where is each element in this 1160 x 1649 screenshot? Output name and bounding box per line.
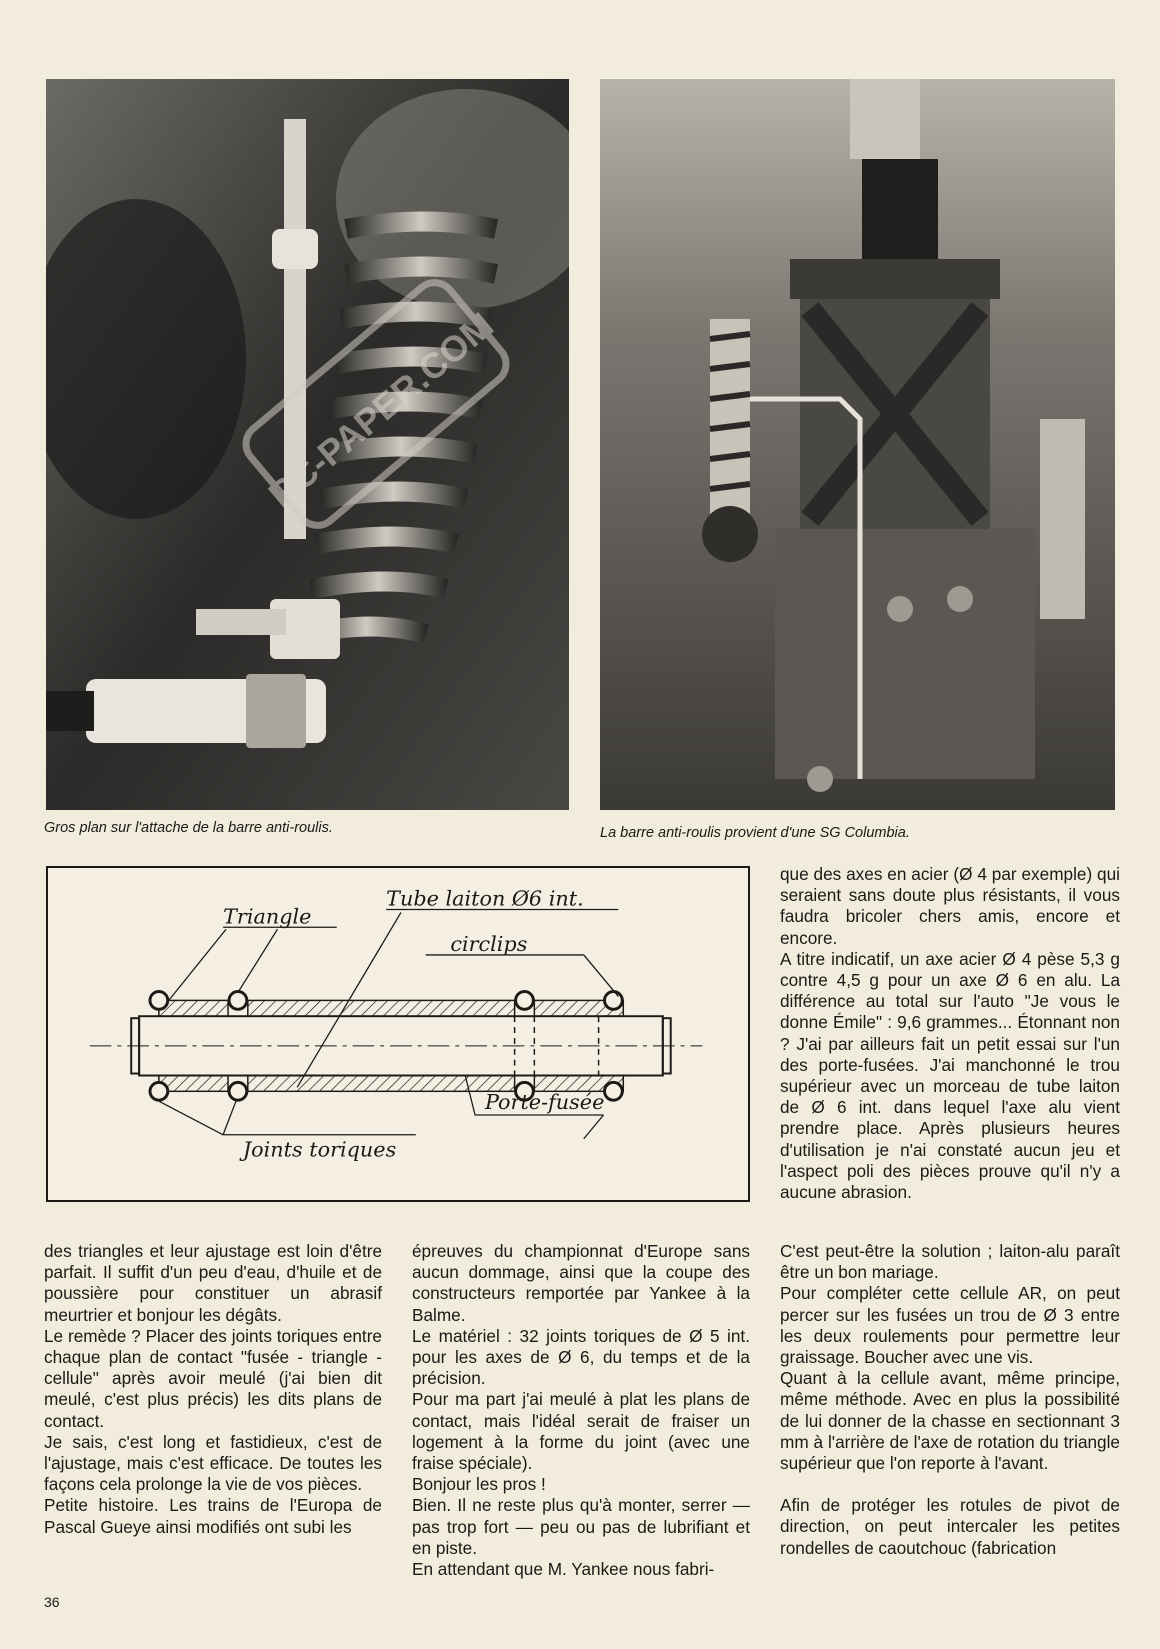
watermark-stamp (206, 229, 546, 579)
paragraph: Je sais, c'est long et fastidieux, c'est de l'ajustage, mais c'est efficace. De toutes les façons cela prolonge la vie de vos pièces. (44, 1431, 382, 1495)
caption-left: Gros plan sur l'attache de la barre anti-roulis. (44, 820, 333, 836)
paragraph: A titre indicatif, un axe acier Ø 4 pèse 5,3 g contre 4,5 g pour un axe Ø 6 en alu. La différence au total sur l'auto "Je vous le donne Émile" : 9,6 grammes... Étonnant non ? J'ai par ailleurs fait un petit essai sur l'un des porte-fusées. J'ai manchonné le trou supérieur avec un morceau de tube laiton de Ø 6 int. dans lequel l'axe alu vient prendre place. Après plusieurs heures d'utilisation je n'ai constaté aucun jeu et l'aspect poli des pièces prouve qu'il n'y a aucune abrasion. (780, 948, 1120, 1203)
paragraph: Petite histoire. Les trains de l'Europa de Pascal Gueye ainsi modifiés ont subi les (44, 1495, 382, 1537)
paragraph: C'est peut-être la solution ; laiton-alu paraît être un bon mariage. (780, 1241, 1120, 1283)
paragraph: Bonjour les pros ! (412, 1474, 546, 1495)
diagram-axle-assembly (46, 866, 750, 1202)
text-column-3 (780, 1241, 1120, 1559)
paragraph: Le matériel : 32 joints toriques de Ø 5 int. pour les axes de Ø 6, du temps et de la précision. (412, 1325, 750, 1389)
paragraph: Pour ma part j'ai meulé à plat les plans de contact, mais l'idéal serait de fraiser un logement à la forme du joint (avec une fraise spéciale). (412, 1389, 750, 1474)
paragraph: En attendant que M. Yankee nous fabri- (412, 1559, 715, 1580)
text-column-2 (412, 1241, 750, 1580)
paragraph: Pour compléter cette cellule AR, on peut percer sur les fusées un trou de Ø 3 entre les deux roulements pour permettre leur graissage. Boucher avec une vis. (780, 1283, 1120, 1368)
paragraph: épreuves du championnat d'Europe sans aucun dommage, ainsi que la coupe des constructeurs remportée par Yankee à la Balme. (412, 1241, 750, 1325)
label-porte-fusee: Porte-fusée (484, 1090, 605, 1115)
caption-right: La barre anti-roulis provient d'une SG Columbia. (600, 825, 910, 841)
page-number: 36 (44, 1594, 60, 1610)
photo-antiroll-bar-closeup (46, 79, 569, 810)
text-column-right-upper (780, 864, 1120, 1203)
label-triangle: Triangle (223, 904, 312, 929)
label-joints-toriques: Joints toriques (242, 1137, 397, 1162)
paragraph: Quant à la cellule avant, même principe, même méthode. Avec en plus la possibilité de lui donner de la chasse en sectionnant 3 mm à l'arrière de l'axe de rotation du triangle supérieur que l'on reporte à l'avant. (780, 1368, 1120, 1474)
paragraph: des triangles et leur ajustage est loin d'être parfait. Il suffit d'un peu d'eau, d'huile et de poussière pour constituer un abrasif meurtrier et bonjour les dégâts. (44, 1241, 382, 1325)
photo-sg-columbia-bar (600, 79, 1115, 810)
label-circlips: circlips (450, 932, 528, 956)
paragraph: Le remède ? Placer des joints toriques entre chaque plan de contact "fusée - triangle - cellule" après avoir meulé (j'ai bien dit meulé, c'est plus précis) les dits plans de contact. (44, 1325, 382, 1431)
paragraph: Bien. Il ne reste plus qu'à monter, serrer — pas trop fort — peu ou pas de lubrifiant et en piste. (412, 1495, 750, 1558)
label-tube: Tube laiton Ø6 int. (386, 886, 584, 911)
watermark-text: RC-PAPER.COM (260, 304, 501, 516)
paragraph: Afin de protéger les rotules de pivot de direction, on peut intercaler les petites rondelles de caoutchouc (fabrication (780, 1495, 1120, 1558)
paragraph: que des axes en acier (Ø 4 par exemple) qui seraient sans doute plus résistants, il vous faudra bricoler chers amis, encore et encore. (780, 864, 1120, 948)
text-column-1 (44, 1241, 382, 1538)
